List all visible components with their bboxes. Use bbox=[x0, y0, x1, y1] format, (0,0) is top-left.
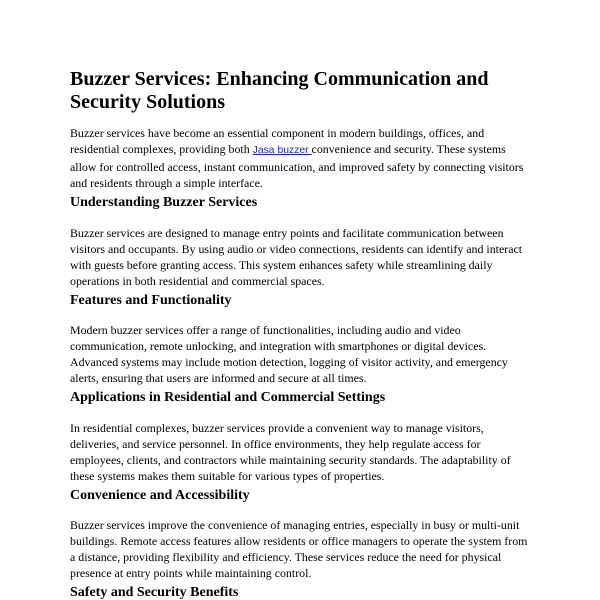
section-paragraph: In residential complexes, buzzer services provide a convenient way to manage visitors, deliveries, and service personnel. In office environments, they help regulate access for employees, clients, and contractors while maintaining security standards. The adaptability of these systems makes them suitable for various types of properties. bbox=[70, 420, 511, 483]
section-paragraph: Modern buzzer services offer a range of functionalities, including audio and video communication, remote unlocking, and integration with smartphones or digital devices. Advanced systems may include motion detection, logging of visitor activity, and emergency alerts, ensuring that users are informed and secure at all times. bbox=[70, 323, 508, 385]
section-heading-understanding-buzzer-services: Understanding Buzzer Services bbox=[70, 195, 258, 210]
section-paragraph: Buzzer services are designed to manage entry points and facilitate communication between visitors and occupants. By using audio or video connections, residents can identify and interact with guests before granting access. This system enhances safety while streamlining daily operations in both residential and commercial spaces. bbox=[70, 225, 523, 288]
section-paragraph: Buzzer services improve the convenience of managing entries, especially in busy or multi-unit buildings. Remote access features allow residents or office managers to operate the system from a distance, providing flexibility and efficiency. These services reduce the need for physical presence at entry points while maintaining control. bbox=[70, 518, 528, 580]
section-heading-applications: Applications in Residential and Commercial Settings bbox=[70, 390, 386, 405]
intro-paragraph bbox=[70, 125, 531, 191]
section-heading-safety-and-security-benefits: Safety and Security Benefits bbox=[70, 585, 239, 600]
intro-text-before-link: Buzzer services have become an essential component in modern buildings, offices, and residential complexes, providing both bbox=[70, 126, 485, 156]
section-heading-convenience-and-accessibility: Convenience and Accessibility bbox=[70, 487, 250, 503]
intro-text-after-link: convenience and security. These systems allow for controlled access, instant communication, and improved safety by connecting visitors and residents through a simple interface. bbox=[70, 142, 524, 190]
section-heading-features-and-functionality: Features and Functionality bbox=[70, 292, 232, 308]
document-title: Buzzer Services: Enhancing Communication and Security Solutions bbox=[70, 68, 489, 113]
jasa-buzzer-link[interactable]: Jasa buzzer bbox=[252, 145, 312, 156]
